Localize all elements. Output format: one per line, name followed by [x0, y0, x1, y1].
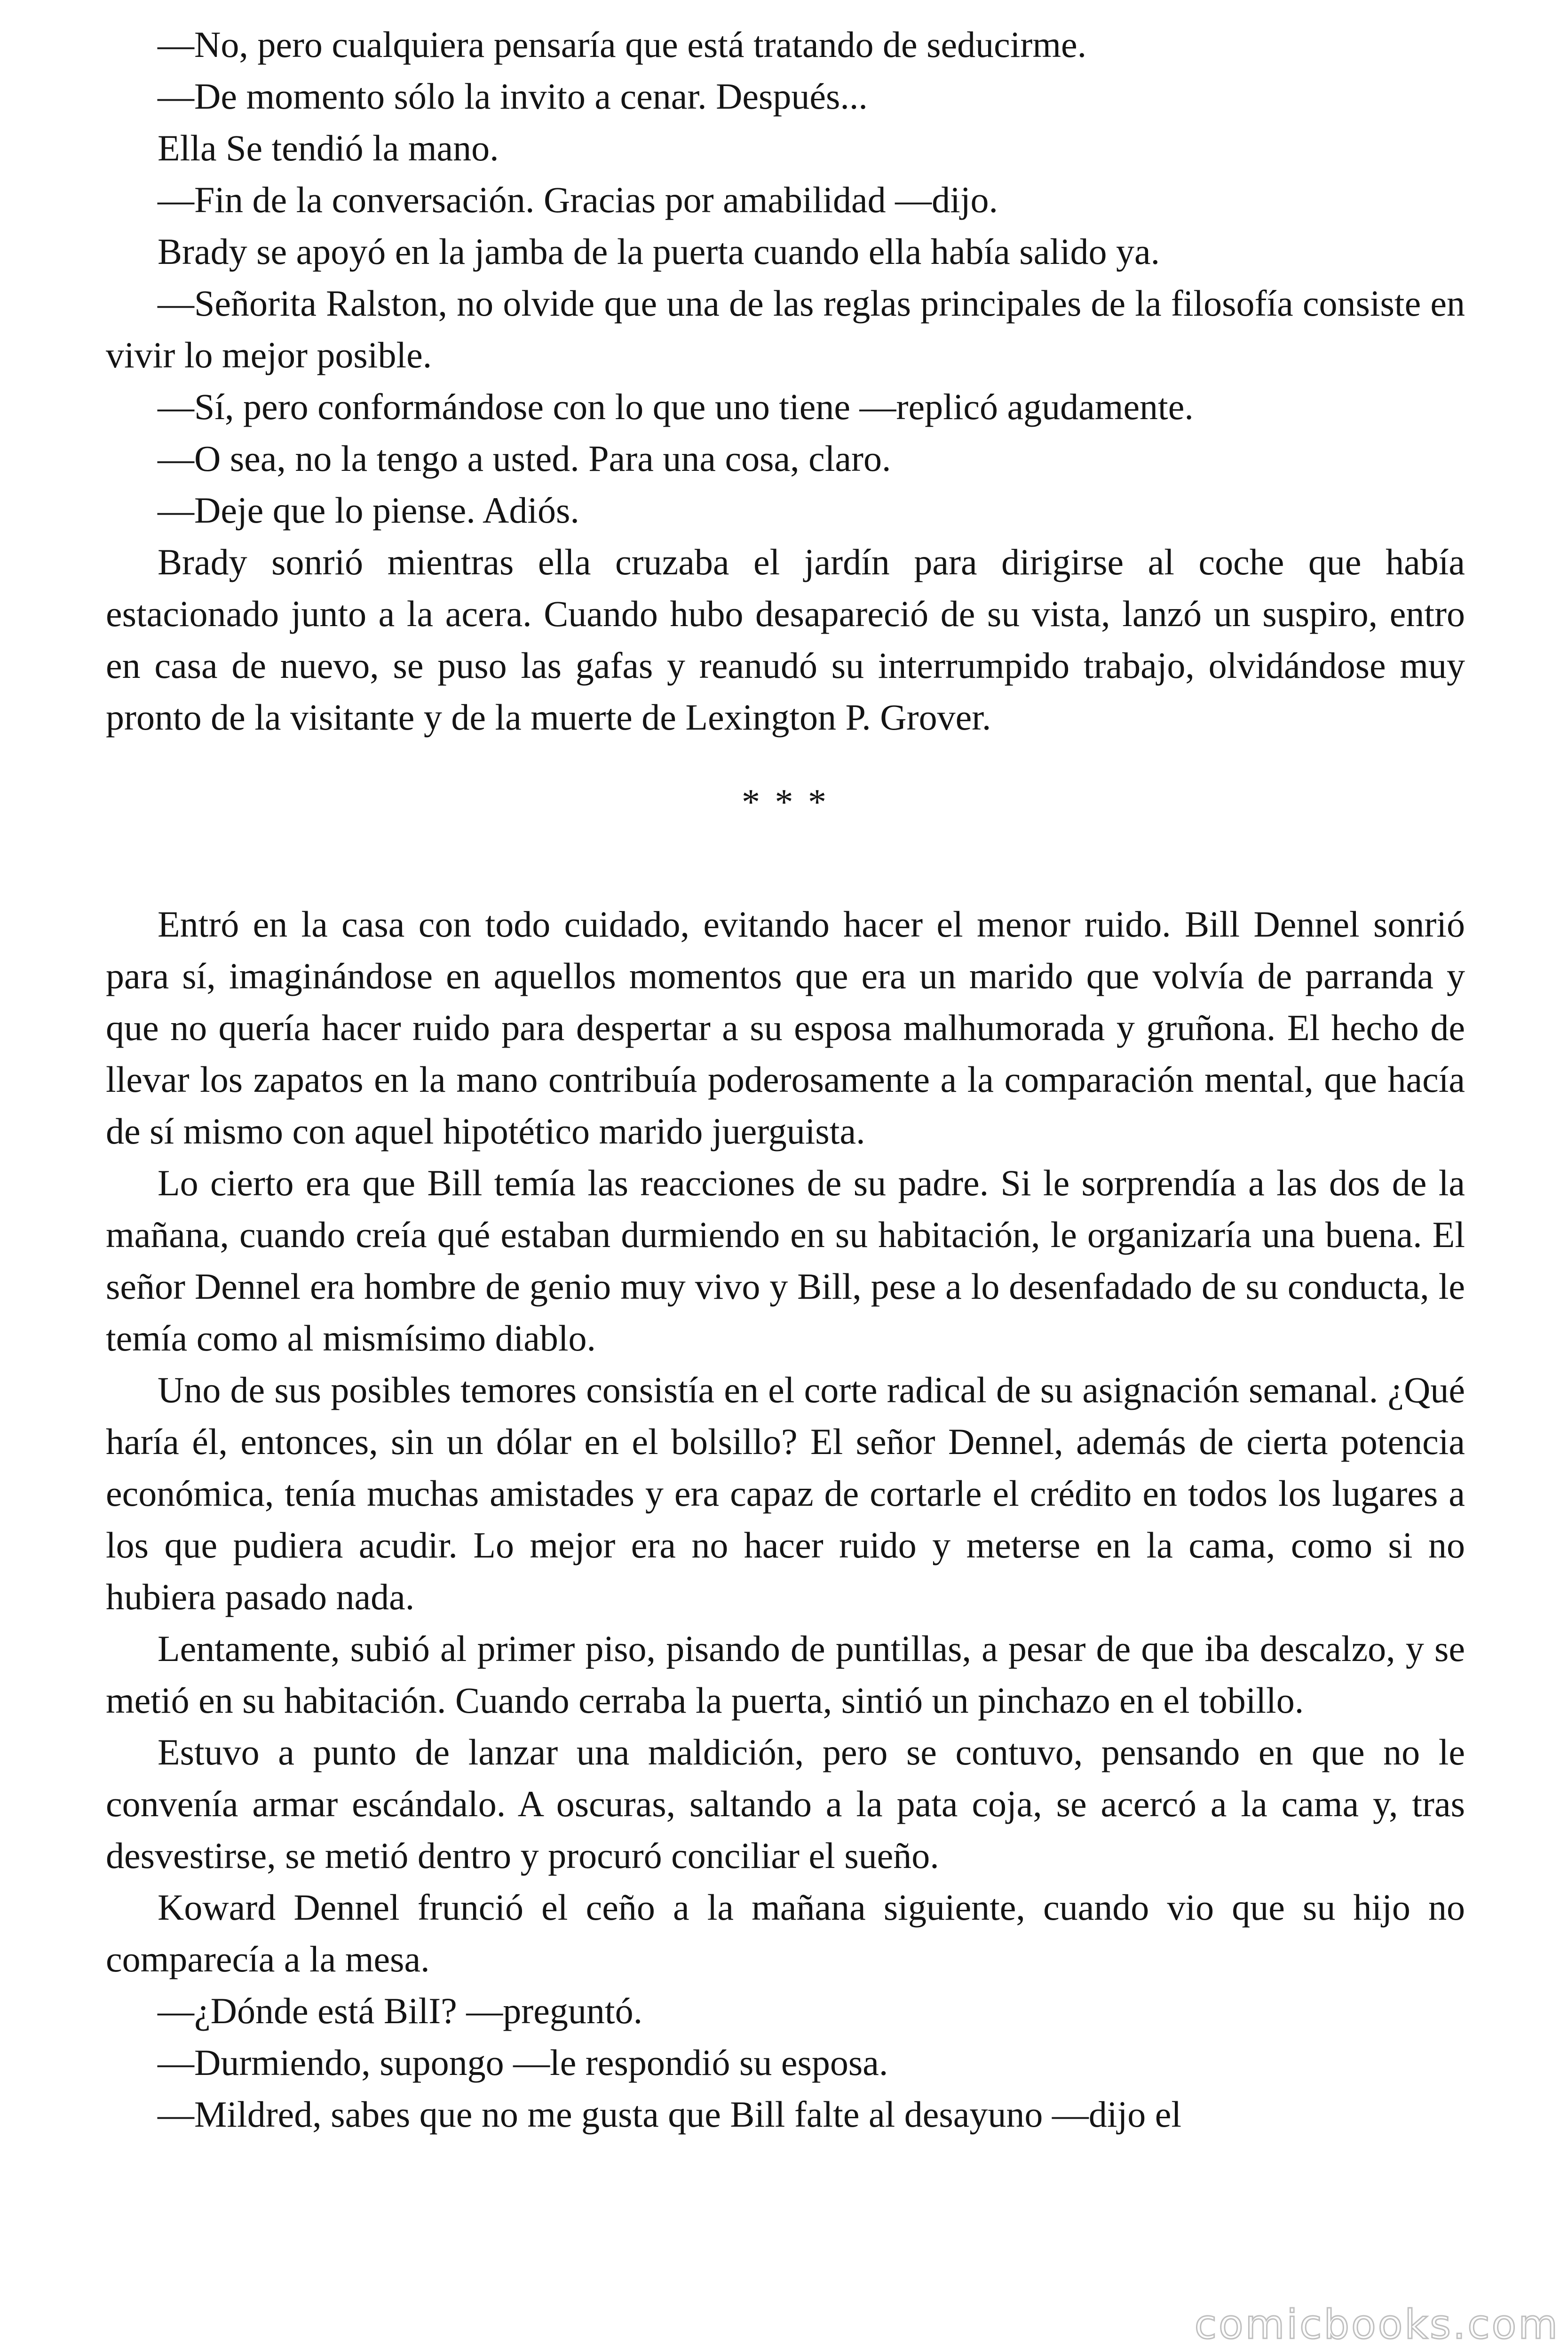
paragraph: —Mildred, sabes que no me gusta que Bill falte al desayuno —dijo el — [158, 2094, 1182, 2135]
paragraph: —No, pero cualquiera pensaría que está tratando de seducirme. — [158, 24, 1087, 65]
paragraph: Lentamente, subió al primer piso, pisando de puntillas, a pesar de que iba descalzo, y se metió en su habitación. Cuando cerraba la puerta, sintió un pinchazo en el tobillo. — [106, 1628, 1465, 1721]
paragraph: Uno de sus posibles temores consistía en el corte radical de su asignación semanal. ¿Qué haría él, entonces, sin un dólar en el bolsillo? El señor Dennel, además de cierta potencia económica, tenía muchas amistades y era capaz de cortarle el crédito en todos los lugares a los que pudiera acudir. Lo mejor era no hacer ruido y meterse en la cama, como si no hubiera pasado nada. — [106, 1369, 1465, 1617]
paragraph: —Señorita Ralston, no olvide que una de las reglas principales de la filosofía consiste en vivir lo mejor posible. — [106, 283, 1465, 375]
paragraph: —Fin de la conversación. Gracias por amabilidad —dijo. — [158, 179, 998, 220]
paragraph: Ella Se tendió la mano. — [158, 127, 499, 168]
paragraph: Koward Dennel frunció el ceño a la mañana siguiente, cuando vio que su hijo no comparecía a la mesa. — [106, 1887, 1465, 1979]
paragraph: Entró en la casa con todo cuidado, evitando hacer el menor ruido. Bill Dennel sonrió para sí, imaginándose en aquellos momentos que era un marido que volvía de parranda y que no quería hacer ruido para despertar a su esposa malhumorada y gruñona. El hecho de llevar los zapatos en la mano contribuía poderosamente a la comparación mental, que hacía de sí mismo con aquel hipotético marido juerguista. — [106, 904, 1465, 1152]
paragraph: —O sea, no la tengo a usted. Para una cosa, claro. — [158, 438, 891, 479]
paragraph: —Deje que lo piense. Adiós. — [158, 490, 579, 531]
paragraph: Estuvo a punto de lanzar una maldición, pero se contuvo, pensando en que no le convenía armar escándalo. A oscuras, saltando a la pata coja, se acercó a la cama y, tras desvestirse, se metió dentro y procuró conciliar el sueño. — [106, 1732, 1465, 1876]
paragraph: —De momento sólo la invito a cenar. Después... — [158, 76, 868, 117]
paragraph: Brady sonrió mientras ella cruzaba el jardín para dirigirse al coche que había estacionado junto a la acera. Cuando hubo desapareció de su vista, lanzó un suspiro, entro en casa de nuevo, se puso las gafas y reanudó su interrumpido trabajo, olvidándose muy pronto de la visitante y de la muerte de Lexington P. Grover. — [106, 541, 1465, 738]
paragraph: Brady se apoyó en la jamba de la puerta cuando ella había salido ya. — [158, 231, 1160, 272]
section-divider: * * * — [742, 781, 829, 822]
paragraph: —Durmiendo, supongo —le respondió su esposa. — [158, 2042, 888, 2083]
paragraph: —Sí, pero conformándose con lo que uno tiene —replicó agudamente. — [158, 386, 1194, 427]
paragraph: —¿Dónde está BilI? —preguntó. — [158, 1990, 643, 2031]
watermark: comicbooks.com — [1194, 2301, 1560, 2348]
book-page — [106, 19, 1465, 2140]
paragraph: Lo cierto era que Bill temía las reacciones de su padre. Si le sorprendía a las dos de la mañana, cuando creía qué estaban durmiendo en su habitación, le organizaría una buena. El señor Dennel era hombre de genio muy vivo y Bill, pese a lo desenfadado de su conducta, le temía como al mismísimo diablo. — [106, 1162, 1465, 1359]
